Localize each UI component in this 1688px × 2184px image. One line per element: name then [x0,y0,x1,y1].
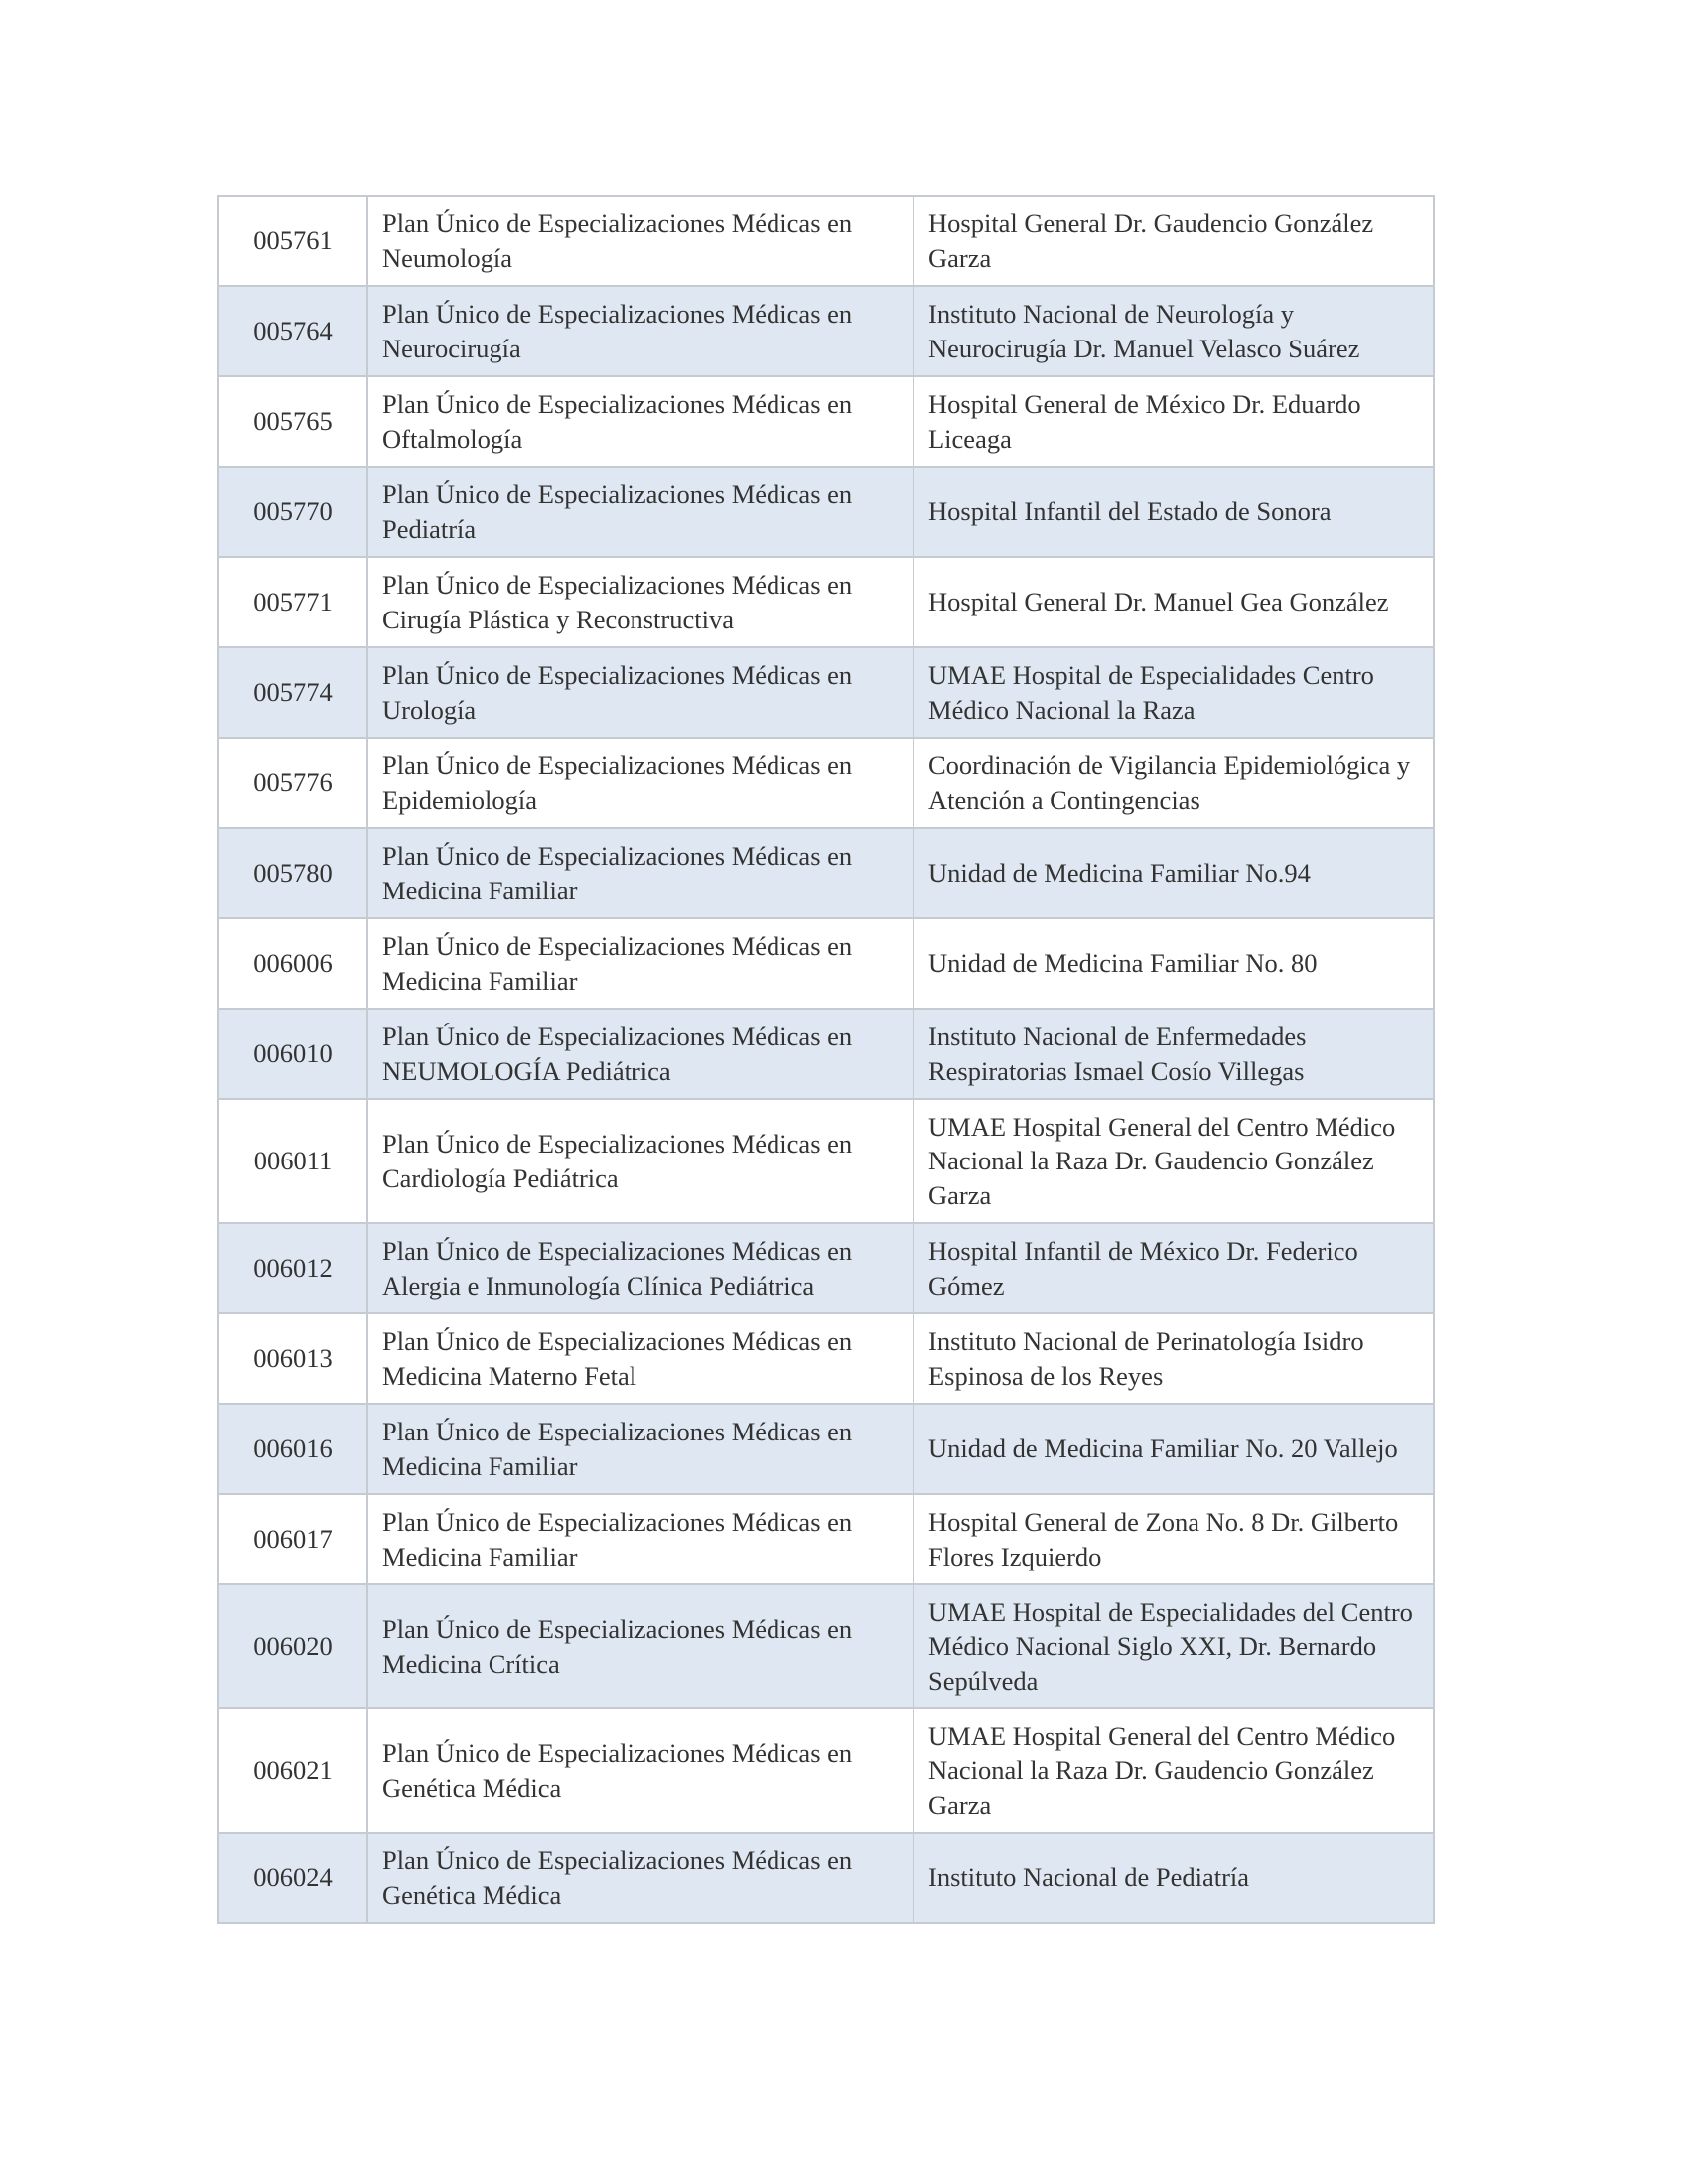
row-site: Hospital General Dr. Gaudencio González Garza [914,196,1434,286]
row-code: 005771 [218,557,367,647]
row-site: Unidad de Medicina Familiar No. 80 [914,918,1434,1009]
table-row [218,1313,1434,1404]
row-site: Unidad de Medicina Familiar No.94 [914,828,1434,918]
table-row [218,1099,1434,1223]
row-program: Plan Único de Especializaciones Médicas en Alergia e Inmunología Clínica Pediátrica [367,1223,914,1313]
row-code: 005761 [218,196,367,286]
row-site: Hospital Infantil del Estado de Sonora [914,467,1434,557]
row-program: Plan Único de Especializaciones Médicas en Epidemiología [367,738,914,828]
row-code: 006021 [218,1708,367,1833]
row-code: 005764 [218,286,367,376]
row-code: 006013 [218,1313,367,1404]
table-row [218,557,1434,647]
row-program: Plan Único de Especializaciones Médicas en Neumología [367,196,914,286]
row-program: Plan Único de Especializaciones Médicas en Urología [367,647,914,738]
row-code: 006006 [218,918,367,1009]
row-code: 006010 [218,1009,367,1099]
table-row [218,286,1434,376]
row-site: Instituto Nacional de Neurología y Neurocirugía Dr. Manuel Velasco Suárez [914,286,1434,376]
programs-table [217,195,1435,1924]
row-site: UMAE Hospital General del Centro Médico Nacional la Raza Dr. Gaudencio González Garza [914,1099,1434,1223]
table-row [218,467,1434,557]
row-site: Instituto Nacional de Perinatología Isidro Espinosa de los Reyes [914,1313,1434,1404]
row-site: Coordinación de Vigilancia Epidemiológica y Atención a Contingencias [914,738,1434,828]
row-code: 005765 [218,376,367,467]
row-code: 006017 [218,1494,367,1584]
row-program: Plan Único de Especializaciones Médicas en Genética Médica [367,1708,914,1833]
table-row [218,828,1434,918]
table-row [218,738,1434,828]
row-site: Hospital Infantil de México Dr. Federico Gómez [914,1223,1434,1313]
row-program: Plan Único de Especializaciones Médicas en Cirugía Plástica y Reconstructiva [367,557,914,647]
table-row [218,1494,1434,1584]
table-row [218,1584,1434,1708]
table-row [218,1404,1434,1494]
programs-table-body [218,196,1434,1923]
row-program: Plan Único de Especializaciones Médicas en Medicina Familiar [367,828,914,918]
row-program: Plan Único de Especializaciones Médicas en Medicina Familiar [367,918,914,1009]
row-code: 005774 [218,647,367,738]
row-site: Instituto Nacional de Enfermedades Respiratorias Ismael Cosío Villegas [914,1009,1434,1099]
row-site: Instituto Nacional de Pediatría [914,1833,1434,1923]
row-site: Unidad de Medicina Familiar No. 20 Vallejo [914,1404,1434,1494]
row-program: Plan Único de Especializaciones Médicas en Medicina Familiar [367,1494,914,1584]
row-program: Plan Único de Especializaciones Médicas en Neurocirugía [367,286,914,376]
row-program: Plan Único de Especializaciones Médicas en Oftalmología [367,376,914,467]
row-program: Plan Único de Especializaciones Médicas en Genética Médica [367,1833,914,1923]
row-site: UMAE Hospital de Especialidades del Centro Médico Nacional Siglo XXI, Dr. Bernardo Sepúlveda [914,1584,1434,1708]
row-program: Plan Único de Especializaciones Médicas en NEUMOLOGÍA Pediátrica [367,1009,914,1099]
table-row [218,647,1434,738]
table-row [218,918,1434,1009]
table-row [218,196,1434,286]
row-site: UMAE Hospital de Especialidades Centro Médico Nacional la Raza [914,647,1434,738]
row-site: Hospital General de México Dr. Eduardo Liceaga [914,376,1434,467]
row-code: 005780 [218,828,367,918]
table-row [218,1708,1434,1833]
row-code: 006020 [218,1584,367,1708]
table-row [218,376,1434,467]
row-site: Hospital General Dr. Manuel Gea González [914,557,1434,647]
row-code: 005776 [218,738,367,828]
row-site: UMAE Hospital General del Centro Médico Nacional la Raza Dr. Gaudencio González Garza [914,1708,1434,1833]
row-program: Plan Único de Especializaciones Médicas en Medicina Familiar [367,1404,914,1494]
row-code: 006012 [218,1223,367,1313]
row-code: 006024 [218,1833,367,1923]
row-code: 006016 [218,1404,367,1494]
table-row [218,1009,1434,1099]
row-program: Plan Único de Especializaciones Médicas en Cardiología Pediátrica [367,1099,914,1223]
row-code: 006011 [218,1099,367,1223]
table-row [218,1223,1434,1313]
row-program: Plan Único de Especializaciones Médicas en Medicina Crítica [367,1584,914,1708]
row-program: Plan Único de Especializaciones Médicas en Pediatría [367,467,914,557]
table-row [218,1833,1434,1923]
row-code: 005770 [218,467,367,557]
row-program: Plan Único de Especializaciones Médicas en Medicina Materno Fetal [367,1313,914,1404]
row-site: Hospital General de Zona No. 8 Dr. Gilberto Flores Izquierdo [914,1494,1434,1584]
